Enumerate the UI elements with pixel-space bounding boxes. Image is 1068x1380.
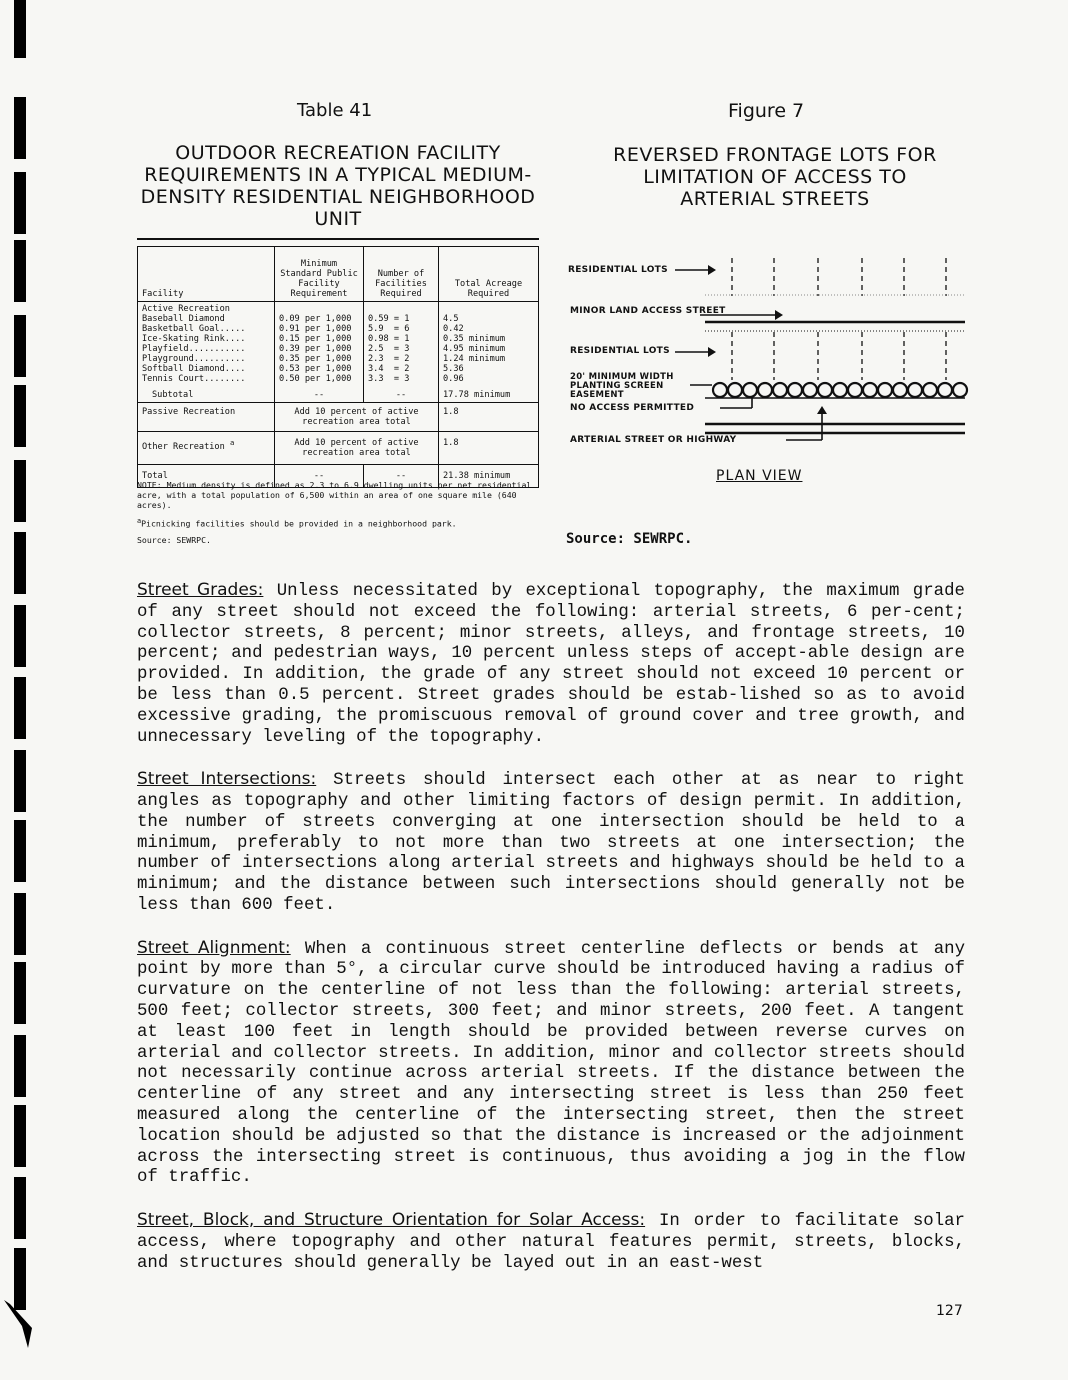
facility-name: Ice-Skating Rink.... — [142, 334, 246, 344]
leader-lines — [675, 270, 822, 440]
facility-acreage: 4.95 minimum — [443, 344, 506, 354]
subtotal-standard: -- — [313, 390, 325, 400]
active-recreation-label: Active Recreation — [142, 304, 230, 314]
total-acreage: 21.38 minimum — [439, 465, 539, 488]
other-acreage: 1.8 — [439, 432, 539, 465]
subtotal-acreage: 17.78 minimum — [443, 390, 511, 400]
active-standard-cell — [275, 302, 364, 403]
facility-number: 3.3 = 3 — [368, 374, 410, 384]
facility-number: 2.3 = 2 — [368, 354, 410, 364]
binding-hole — [14, 460, 26, 522]
col-header-acreage: Total Acreage Required — [439, 247, 539, 302]
binding-hole — [14, 97, 26, 159]
total-label: Total — [138, 465, 275, 488]
heading-street-alignment: Street Alignment: — [137, 937, 291, 958]
label-residential-lots-bottom: RESIDENTIAL LOTS — [570, 346, 670, 356]
figure-source: Source: SEWRPC. — [566, 531, 693, 547]
facility-standard: 0.15 per 1,000 — [279, 334, 352, 344]
facility-name: Basketball Goal..... — [142, 324, 246, 334]
page-number: 127 — [936, 1303, 963, 1319]
figure-title: REVERSED FRONTAGE LOTS FOR LIMITATION OF ACCESS TO ARTERIAL STREETS — [613, 144, 937, 210]
planting-screen — [713, 383, 967, 397]
label-easement-line: PLANTING SCREEN — [570, 381, 664, 391]
facility-name: Baseball Diamond — [142, 314, 225, 324]
facility-number: 5.9 = 6 — [368, 324, 410, 334]
table-row-other — [138, 432, 539, 465]
binding-hole — [14, 750, 26, 812]
subtotal-number: -- — [395, 390, 407, 400]
facility-standard: 0.50 per 1,000 — [279, 374, 352, 384]
lot-lines-top — [732, 258, 946, 296]
lot-rear-strip — [705, 286, 965, 294]
binding-hole — [14, 385, 26, 447]
table-title: OUTDOOR RECREATION FACILITY REQUIREMENTS IN A TYPICAL MEDIUM-DENSITY RESIDENTIAL NEIGHBORHOOD UNIT — [140, 142, 536, 230]
binding-hole — [14, 677, 26, 739]
passive-standard: Add 10 percent of active recreation area total — [275, 403, 439, 432]
total-number: -- — [364, 465, 439, 488]
col-header-facility: Facility — [138, 247, 275, 302]
lot-lines-bottom — [732, 332, 946, 380]
facility-standard: 0.53 per 1,000 — [279, 364, 352, 374]
binding-hole — [14, 1177, 26, 1239]
active-facility-cell — [138, 302, 275, 403]
table-source: Source: SEWRPC. — [137, 534, 211, 545]
table-row-active — [138, 302, 539, 403]
table-row-passive — [138, 403, 539, 432]
facility-standard: 0.35 per 1,000 — [279, 354, 352, 364]
facility-acreage: 4.5 — [443, 314, 459, 324]
facility-acreage: 0.35 minimum — [443, 334, 506, 344]
facility-acreage: 0.42 — [443, 324, 464, 334]
heading-solar-access: Street, Block, and Structure Orientation for Solar Access: — [137, 1209, 646, 1230]
facility-name: Playfield........... — [142, 344, 246, 354]
binding-hole — [14, 240, 26, 302]
active-number-cell — [364, 302, 439, 403]
table-number: Table 41 — [297, 100, 373, 121]
paragraph-text: When a continuous street centerline deflects or bends at any point by more than 5°, a circular curve should be introduced having a radius of curvature on the centerline of not less than the following: arterial streets, 500 feet; collector streets, 300 feet; and minor streets, 200 feet. A tangent at least 100 feet in length should be provided between reverse curves on arterial and collector streets. In addition, minor and collector streets should not necessarily continue across arterial streets. If the distance between the centerline of any street and any intersecting street is less than 250 feet measured along the centerline of the intersecting street, then the street location should be adjusted so that the distance is increased or the adjoinment across the intersecting street is continuous, thus avoiding a jog in the flow of traffic. — [137, 939, 966, 1188]
binding-hole — [14, 820, 26, 882]
footnote-marker: a — [137, 517, 142, 525]
plan-view-caption: PLAN VIEW — [716, 468, 803, 484]
facility-name: Playground.......... — [142, 354, 246, 364]
footnote-ref: a — [229, 438, 235, 447]
label-no-access: NO ACCESS PERMITTED — [570, 403, 695, 413]
binding-hook-mark — [4, 1300, 32, 1350]
binding-hole — [14, 172, 26, 234]
active-acreage-cell — [439, 302, 539, 403]
heading-street-grades: Street Grades: — [137, 580, 264, 600]
facility-number: 2.5 = 3 — [368, 344, 410, 354]
other-label-cell — [138, 432, 275, 465]
binding-hole — [14, 962, 26, 1024]
facility-acreage: 1.24 minimum — [443, 354, 506, 364]
facility-name: Tennis Court........ — [142, 374, 246, 384]
facility-acreage: 5.36 — [443, 364, 464, 374]
label-minor-street: MINOR LAND ACCESS STREET — [570, 306, 726, 316]
subtotal-label: Subtotal — [152, 390, 194, 400]
facility-table — [137, 246, 539, 488]
figure-number: Figure 7 — [728, 100, 805, 122]
paragraph-text: Unless necessitated by exceptional topography, the maximum grade of any street should not exceed the following: arterial streets, 6 per-cent; collector streets, 8 percent; minor streets, alleys, and frontage streets, 10 percent; and pedestrian ways, 10 percent unless steps of accept-able design are provided. In addition, the grade of any street should not exceed 10 percent or be less than 0.5 percent. Street grades should be estab-lished so as to avoid excessive grading, the promiscuous removal of ground cover and tree growth, and unnecessary leveling of the topography. — [137, 582, 965, 747]
other-standard: Add 10 percent of active recreation area total — [275, 432, 439, 465]
facility-number: 0.98 = 1 — [368, 334, 410, 344]
label-easement-line: 20' MINIMUM WIDTH — [570, 372, 674, 382]
label-arterial: ARTERIAL STREET OR HIGHWAY — [570, 435, 737, 445]
paragraph-street-intersections — [137, 769, 965, 917]
table-header-row — [138, 247, 539, 302]
label-easement — [570, 373, 674, 400]
heading-street-intersections: Street Intersections: — [137, 769, 317, 790]
reversed-frontage-diagram — [560, 240, 980, 500]
active-facility-list — [142, 314, 270, 384]
paragraph-text: In order to facilitate solar access, where topography and other natural features permit, streets, blocks, and structures should generally be layed out in an east-west — [137, 1211, 965, 1273]
label-easement-line: EASEMENT — [570, 390, 624, 400]
facility-number: 0.59 = 1 — [368, 314, 410, 324]
binding-hole — [14, 893, 26, 955]
facility-number: 3.4 = 2 — [368, 364, 410, 374]
facility-name: Softball Diamond.... — [142, 364, 246, 374]
facility-standard: 0.39 per 1,000 — [279, 344, 352, 354]
passive-acreage: 1.8 — [439, 403, 539, 432]
paragraph-street-alignment — [137, 938, 965, 1190]
binding-hole — [14, 0, 26, 58]
binding-hole — [14, 532, 26, 594]
table-note: NOTE: Medium density is defined as 2.3 to 6.9 dwelling units per net residential acre, with a total population of 6,500 within an area of one square mile (640 acres). — [137, 480, 532, 510]
facility-acreage: 0.96 — [443, 374, 464, 384]
total-standard: -- — [275, 465, 364, 488]
label-residential-lots-top: RESIDENTIAL LOTS — [568, 265, 668, 275]
binding-hole — [14, 315, 26, 377]
paragraph-text: Streets should intersect each other at as near to right angles as topography and other limiting factors of design permit. In addition, the number of streets converging at one intersection should be held to a minimum, preferably to not more than two streets at one intersection; the number of intersections along arterial streets and highways should be held to a minimum; and the distance between such intersections should generally not be less than 600 feet. — [137, 771, 965, 915]
col-header-number: Number of Facilities Required — [364, 247, 439, 302]
col-header-standard: Minimum Standard Public Facility Requirement — [275, 247, 364, 302]
table-title-rule — [137, 238, 539, 240]
table-notes — [137, 480, 539, 551]
facility-standard: 0.91 per 1,000 — [279, 324, 352, 334]
binding-hole — [14, 1105, 26, 1167]
binding-hole — [14, 605, 26, 667]
body-text — [137, 580, 965, 1295]
binding-hole — [14, 1035, 26, 1097]
binding-margin — [0, 0, 40, 1380]
table-footnote-line — [137, 516, 539, 529]
table-footnote: Picnicking facilities should be provided in a neighborhood park. — [141, 518, 457, 529]
passive-label: Passive Recreation — [138, 403, 275, 432]
paragraph-solar-access — [137, 1210, 965, 1274]
facility-standard: 0.09 per 1,000 — [279, 314, 352, 324]
other-label: Other Recreation — [142, 441, 225, 452]
paragraph-street-grades — [137, 580, 965, 748]
